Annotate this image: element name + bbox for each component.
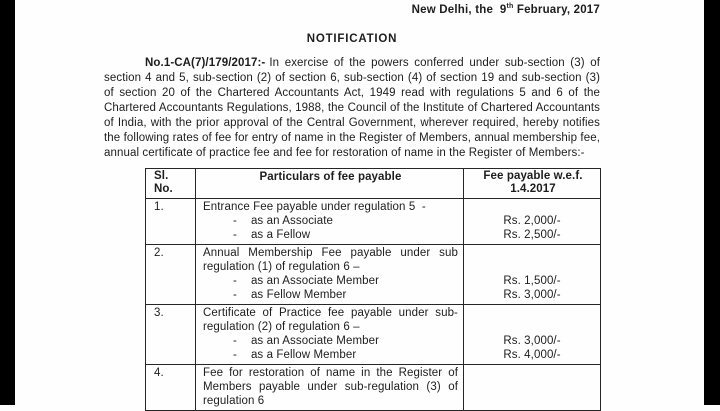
table-row-certificate-of-practice-fee xyxy=(146,305,601,365)
sl-header-line1: Sl. xyxy=(154,170,169,182)
row-description: Fee for restoration of name in the Register of Members payable under sub-regulation (3) of regulation 6 xyxy=(203,367,458,407)
sub-item-label: as Fellow Member xyxy=(250,289,347,301)
dash-bullet: - xyxy=(233,215,237,227)
sl-header-line2: No. xyxy=(154,183,173,195)
table-row-restoration-fee xyxy=(146,365,601,411)
place-date-line xyxy=(104,0,600,16)
notification-title: NOTIFICATION xyxy=(306,33,398,45)
row-sub-item xyxy=(203,334,458,348)
row-particulars xyxy=(196,199,464,245)
row-fee-amounts xyxy=(464,199,601,245)
notification-paragraph xyxy=(104,56,600,161)
fee-table xyxy=(145,168,601,411)
document-page xyxy=(104,0,600,411)
fee-amount: Rs. 4,000/- xyxy=(503,349,561,361)
row-sub-item xyxy=(203,228,458,242)
row-particulars xyxy=(196,305,464,365)
dash-bullet: - xyxy=(233,335,237,347)
notification-reference-number: No.1-CA(7)/179/2017:- xyxy=(145,57,266,69)
fee-amount: Rs. 2,000/- xyxy=(503,215,561,227)
column-header-fee-payable xyxy=(464,169,601,199)
dash-bullet: - xyxy=(233,349,237,361)
row-particulars xyxy=(196,365,464,411)
sub-item-label: as a Fellow xyxy=(250,229,311,241)
row-particulars xyxy=(196,245,464,305)
fee-amount: Rs. 3,000/- xyxy=(503,335,561,347)
row-sub-item xyxy=(203,274,458,288)
row-fee-amounts xyxy=(464,305,601,365)
sub-item-label: as an Associate Member xyxy=(250,275,380,287)
fee-amount: Rs. 1,500/- xyxy=(503,275,561,287)
scan-right-edge-bar xyxy=(704,0,720,405)
row-number: 1. xyxy=(146,199,196,245)
row-number: 2. xyxy=(146,245,196,305)
dash-bullet: - xyxy=(233,229,237,241)
fee-table-header-row xyxy=(146,169,601,199)
row-sub-item xyxy=(203,214,458,228)
column-header-sl-no xyxy=(146,169,196,199)
scan-left-edge-bar xyxy=(0,0,15,405)
fee-amount: Rs. 3,000/- xyxy=(503,289,561,301)
row-description: Certificate of Practice fee payable under sub-regulation (2) of regulation 6 – xyxy=(203,307,458,333)
date-ordinal: th xyxy=(506,3,514,11)
row-description: Entrance Fee payable under regulation 5 - xyxy=(203,201,426,213)
row-description: Annual Membership Fee payable under sub regulation (1) of regulation 6 – xyxy=(203,247,458,273)
fee-amount: Rs. 2,500/- xyxy=(503,229,561,241)
notification-body-text: In exercise of the powers conferred under sub-section (3) of section 4 and 5, sub-section (2) of section 6, sub-section (4) of section 19 and sub-section (3) of section 20 of the Chartered Accountants Act, 1949 read with regulations 5 and 6 of the Chartered Accountants Regulations, 1988, the Council of the Institute of Chartered Accountants of India, with the prior approval of the Central Government, wherever required, hereby notifies the following rates of fee for entry of name in the Register of Members, annual membership fee, annual certificate of practice fee and fee for restoration of name in the Register of Members:- xyxy=(104,57,600,159)
row-number: 3. xyxy=(146,305,196,365)
fee-header-line1: Fee payable w.e.f. xyxy=(483,170,583,182)
row-sub-item xyxy=(203,288,458,302)
sub-item-label: as an Associate Member xyxy=(250,335,380,347)
row-number: 4. xyxy=(146,365,196,411)
sub-item-label: as an Associate xyxy=(250,215,333,227)
sub-item-label: as a Fellow Member xyxy=(250,349,357,361)
table-row-entrance-fee xyxy=(146,199,601,245)
column-header-particulars: Particulars of fee payable xyxy=(196,169,464,199)
fee-header-line2: 1.4.2017 xyxy=(510,183,556,195)
table-row-annual-membership-fee xyxy=(146,245,601,305)
row-fee-amounts xyxy=(464,245,601,305)
dash-bullet: - xyxy=(233,275,237,287)
place-date-suffix: February, 2017 xyxy=(513,4,600,16)
place-date-prefix: New Delhi, the 9 xyxy=(411,4,507,16)
dash-bullet: - xyxy=(233,289,237,301)
row-sub-item xyxy=(203,348,458,362)
row-fee-amounts xyxy=(464,365,601,411)
